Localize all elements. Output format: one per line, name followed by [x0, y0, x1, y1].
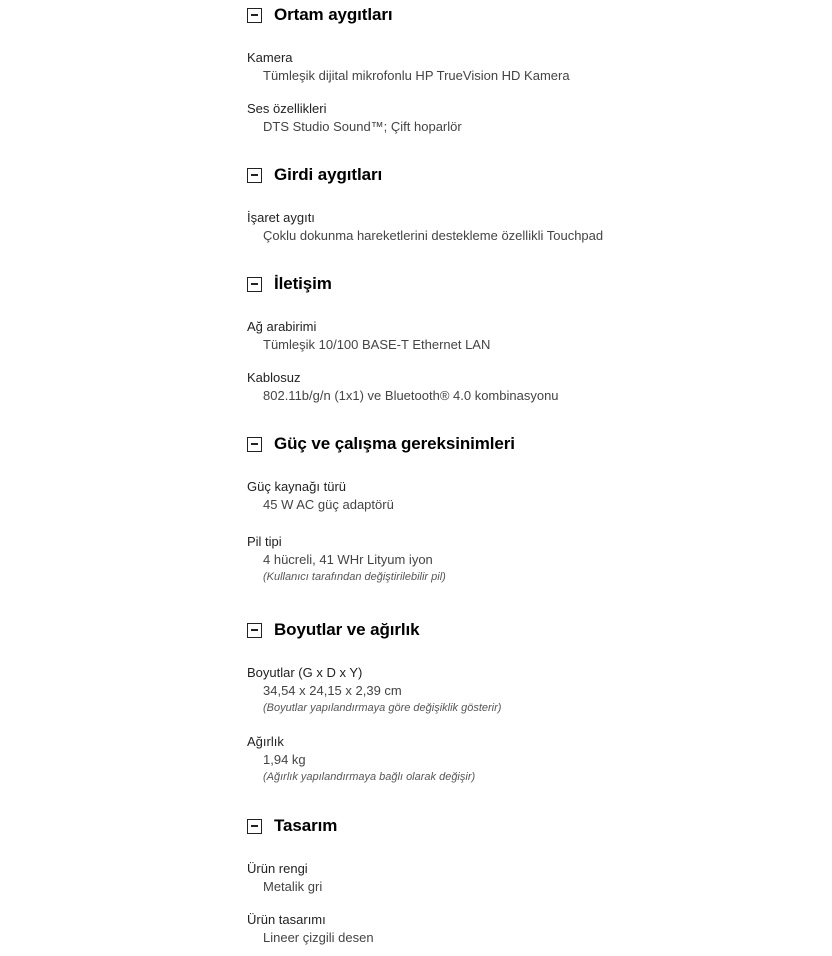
- spec-value: 45 W AC güç adaptörü: [263, 497, 394, 512]
- spec-item-isaret-aygiti: [247, 209, 767, 245]
- collapse-icon[interactable]: [247, 8, 262, 23]
- section-tasarim: [247, 815, 767, 837]
- section-title: Tasarım: [274, 816, 338, 835]
- spec-label: Güç kaynağı türü: [247, 479, 346, 494]
- section-title: Boyutlar ve ağırlık: [274, 620, 420, 639]
- collapse-icon[interactable]: [247, 437, 262, 452]
- section-header[interactable]: [247, 273, 767, 295]
- spec-value: Çoklu dokunma hareketlerini destekleme özellikli Touchpad: [263, 228, 604, 243]
- spec-label: Kablosuz: [247, 370, 301, 385]
- spec-item-kablosuz: [247, 369, 767, 405]
- collapse-icon[interactable]: [247, 819, 262, 834]
- spec-label: Boyutlar (G x D x Y): [247, 665, 363, 680]
- spec-value: 802.11b/g/n (1x1) ve Bluetooth® 4.0 kombinasyonu: [263, 388, 559, 403]
- spec-label: Ses özellikleri: [247, 101, 327, 116]
- section-girdi-aygitlari: [247, 164, 767, 186]
- spec-note: (Boyutlar yapılandırmaya göre değişiklik gösterir): [263, 702, 502, 714]
- spec-label: İşaret aygıtı: [247, 210, 315, 225]
- spec-item-pil-tipi: [247, 533, 767, 585]
- collapse-icon[interactable]: [247, 277, 262, 292]
- spec-item-urun-rengi: [247, 860, 767, 896]
- spec-item-kamera: [247, 49, 767, 85]
- section-header[interactable]: [247, 4, 767, 26]
- section-header[interactable]: [247, 433, 767, 455]
- spec-value: Lineer çizgili desen: [263, 930, 374, 945]
- section-boyutlar-ve-agirlik: [247, 619, 767, 641]
- spec-note: (Kullanıcı tarafından değiştirilebilir pil): [263, 571, 446, 583]
- spec-value: Tümleşik 10/100 BASE-T Ethernet LAN: [263, 337, 491, 352]
- collapse-icon[interactable]: [247, 623, 262, 638]
- spec-item-ses-ozellikleri: [247, 100, 767, 136]
- section-guc-ve-calisma: [247, 433, 767, 455]
- spec-item-agirlik: [247, 733, 767, 785]
- spec-item-boyutlar: [247, 664, 767, 716]
- spec-label: Ağırlık: [247, 734, 284, 749]
- spec-value: 4 hücreli, 41 WHr Lityum iyon: [263, 552, 433, 567]
- section-title: Ortam aygıtları: [274, 5, 393, 24]
- section-title: İletişim: [274, 274, 332, 293]
- spec-label: Ürün tasarımı: [247, 912, 326, 927]
- section-title: Girdi aygıtları: [274, 165, 383, 184]
- section-header[interactable]: [247, 619, 767, 641]
- spec-value: 1,94 kg: [263, 752, 306, 767]
- spec-label: Kamera: [247, 50, 293, 65]
- spec-item-ag-arabirimi: [247, 318, 767, 354]
- spec-value: DTS Studio Sound™; Çift hoparlör: [263, 119, 462, 134]
- spec-value: 34,54 x 24,15 x 2,39 cm: [263, 683, 402, 698]
- section-header[interactable]: [247, 815, 767, 837]
- collapse-icon[interactable]: [247, 168, 262, 183]
- spec-item-guc-kaynagi: [247, 478, 767, 514]
- section-ortam-aygitlari: [247, 4, 767, 26]
- section-title: Güç ve çalışma gereksinimleri: [274, 434, 515, 453]
- spec-value: Tümleşik dijital mikrofonlu HP TrueVision HD Kamera: [263, 68, 570, 83]
- spec-label: Ağ arabirimi: [247, 319, 317, 334]
- spec-value: Metalik gri: [263, 879, 323, 894]
- section-header[interactable]: [247, 164, 767, 186]
- spec-label: Ürün rengi: [247, 861, 308, 876]
- spec-label: Pil tipi: [247, 534, 282, 549]
- section-iletisim: [247, 273, 767, 295]
- spec-note: (Ağırlık yapılandırmaya bağlı olarak değişir): [263, 771, 476, 783]
- spec-item-urun-tasarimi: [247, 911, 767, 947]
